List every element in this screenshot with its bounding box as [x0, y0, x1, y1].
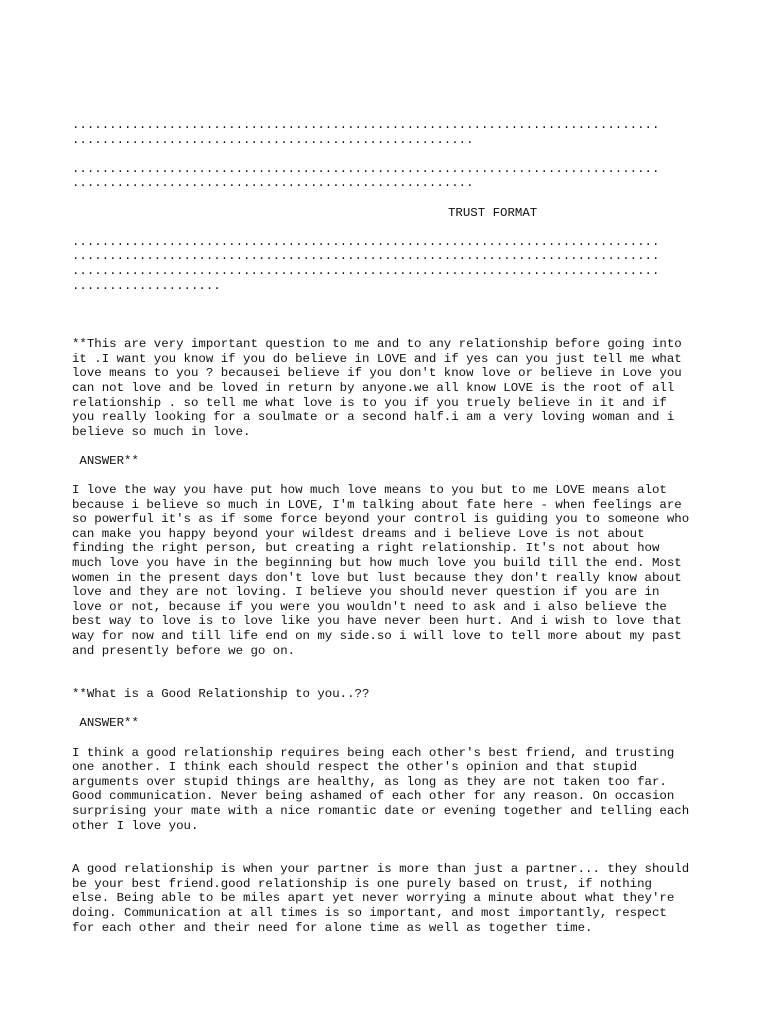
dot-line: ............................................................................... — [72, 234, 660, 249]
question-line: believe so much in love. — [72, 424, 251, 439]
answer-line: love and they are not loving. I believe you should never question if you are in — [72, 585, 660, 600]
answer-line: because i believe so much in LOVE, I'm talking about fate here - when feelings are — [72, 497, 682, 512]
question-line: can not love and be loved in return by anyone.we all know LOVE is the root of all — [72, 380, 675, 395]
document-title: TRUST FORMAT — [448, 205, 538, 220]
answer-line: one another. I think each should respect the other's opinion and that stupid — [72, 760, 638, 775]
question-line: relationship . so tell me what love is to you if you truely believe in it and if — [72, 395, 667, 410]
answer-line: love or not, because if you were you wouldn't need to ask and i also believe the — [72, 599, 667, 614]
answer-line: women in the present days don't love but lust because they don't really know about — [72, 570, 682, 585]
answer-line: doing. Communication at all times is so important, and most importantly, respect — [72, 905, 667, 920]
answer-line: for each other and their need for alone time as well as together time. — [72, 920, 593, 935]
question-line: it .I want you know if you do believe in LOVE and if yes can you just tell me what — [72, 351, 682, 366]
answer-line: way for now and till life end on my side.so i will love to tell more about my past — [72, 629, 682, 643]
answer-line: surprising your mate with a nice romantic date or evening together and telling each — [72, 803, 690, 818]
dot-leader-block-2 — [72, 162, 712, 191]
question-line: **This are very important question to me and to any relationship before going into — [72, 337, 682, 352]
answer-line: and presently before we go on. — [72, 643, 296, 658]
answer-line: much love you have in the beginning but how much love you build till the end. Most — [72, 556, 682, 571]
answer-line: finding the right person, but creating a right relationship. It's not about how — [72, 541, 660, 556]
dot-line: ............................................................................... — [72, 161, 660, 176]
answer-2 — [72, 746, 712, 834]
dot-leader-block-1 — [72, 118, 712, 147]
answer-label: ANSWER** — [72, 716, 139, 731]
answer-line: else. Being able to be miles apart yet never worrying a minute about what they're — [72, 891, 675, 906]
answer-1 — [72, 483, 712, 658]
answer-line: I love the way you have put how much love means to you but to me LOVE means alot — [72, 483, 667, 498]
answer-2-continued — [72, 862, 712, 935]
dot-line: ............................................................................... — [72, 118, 660, 132]
dot-line: ............................................................................... — [72, 263, 660, 278]
question-1 — [72, 337, 712, 439]
answer-line: can make you happy beyond your wildest dreams and i believe Love is not about — [72, 526, 645, 541]
question-line: you really looking for a soulmate or a second half.i am a very loving woman and i — [72, 410, 675, 425]
answer-line: arguments over stupid things are healthy, as long as they are not taken too far. — [72, 774, 667, 789]
answer-line: best way to love is to love like you have never been hurt. And i wish to love that — [72, 614, 682, 629]
dot-line: ............................................................................... — [72, 249, 660, 264]
document-page — [72, 118, 712, 935]
dot-line: .................... — [72, 278, 221, 293]
answer-line: I think a good relationship requires being each other's best friend, and trusting — [72, 745, 675, 760]
question-2: **What is a Good Relationship to you..?? — [72, 687, 370, 702]
answer-line: other I love you. — [72, 818, 199, 833]
dot-leader-block-3 — [72, 235, 712, 293]
answer-line: be your best friend.good relationship is one purely based on trust, if nothing — [72, 876, 652, 891]
dot-line: ...................................................... — [72, 176, 474, 191]
answer-label: ANSWER** — [72, 453, 139, 468]
answer-line: so powerful it's as if some force beyond your control is guiding you to someone who — [72, 512, 690, 527]
answer-line: A good relationship is when your partner is more than just a partner... they should — [72, 862, 690, 877]
answer-line: Good communication. Never being ashamed of each other for any reason. On occasion — [72, 789, 675, 804]
dot-line: ...................................................... — [72, 132, 474, 147]
question-line: love means to you ? becausei believe if you don't know love or believe in Love you — [72, 366, 682, 381]
